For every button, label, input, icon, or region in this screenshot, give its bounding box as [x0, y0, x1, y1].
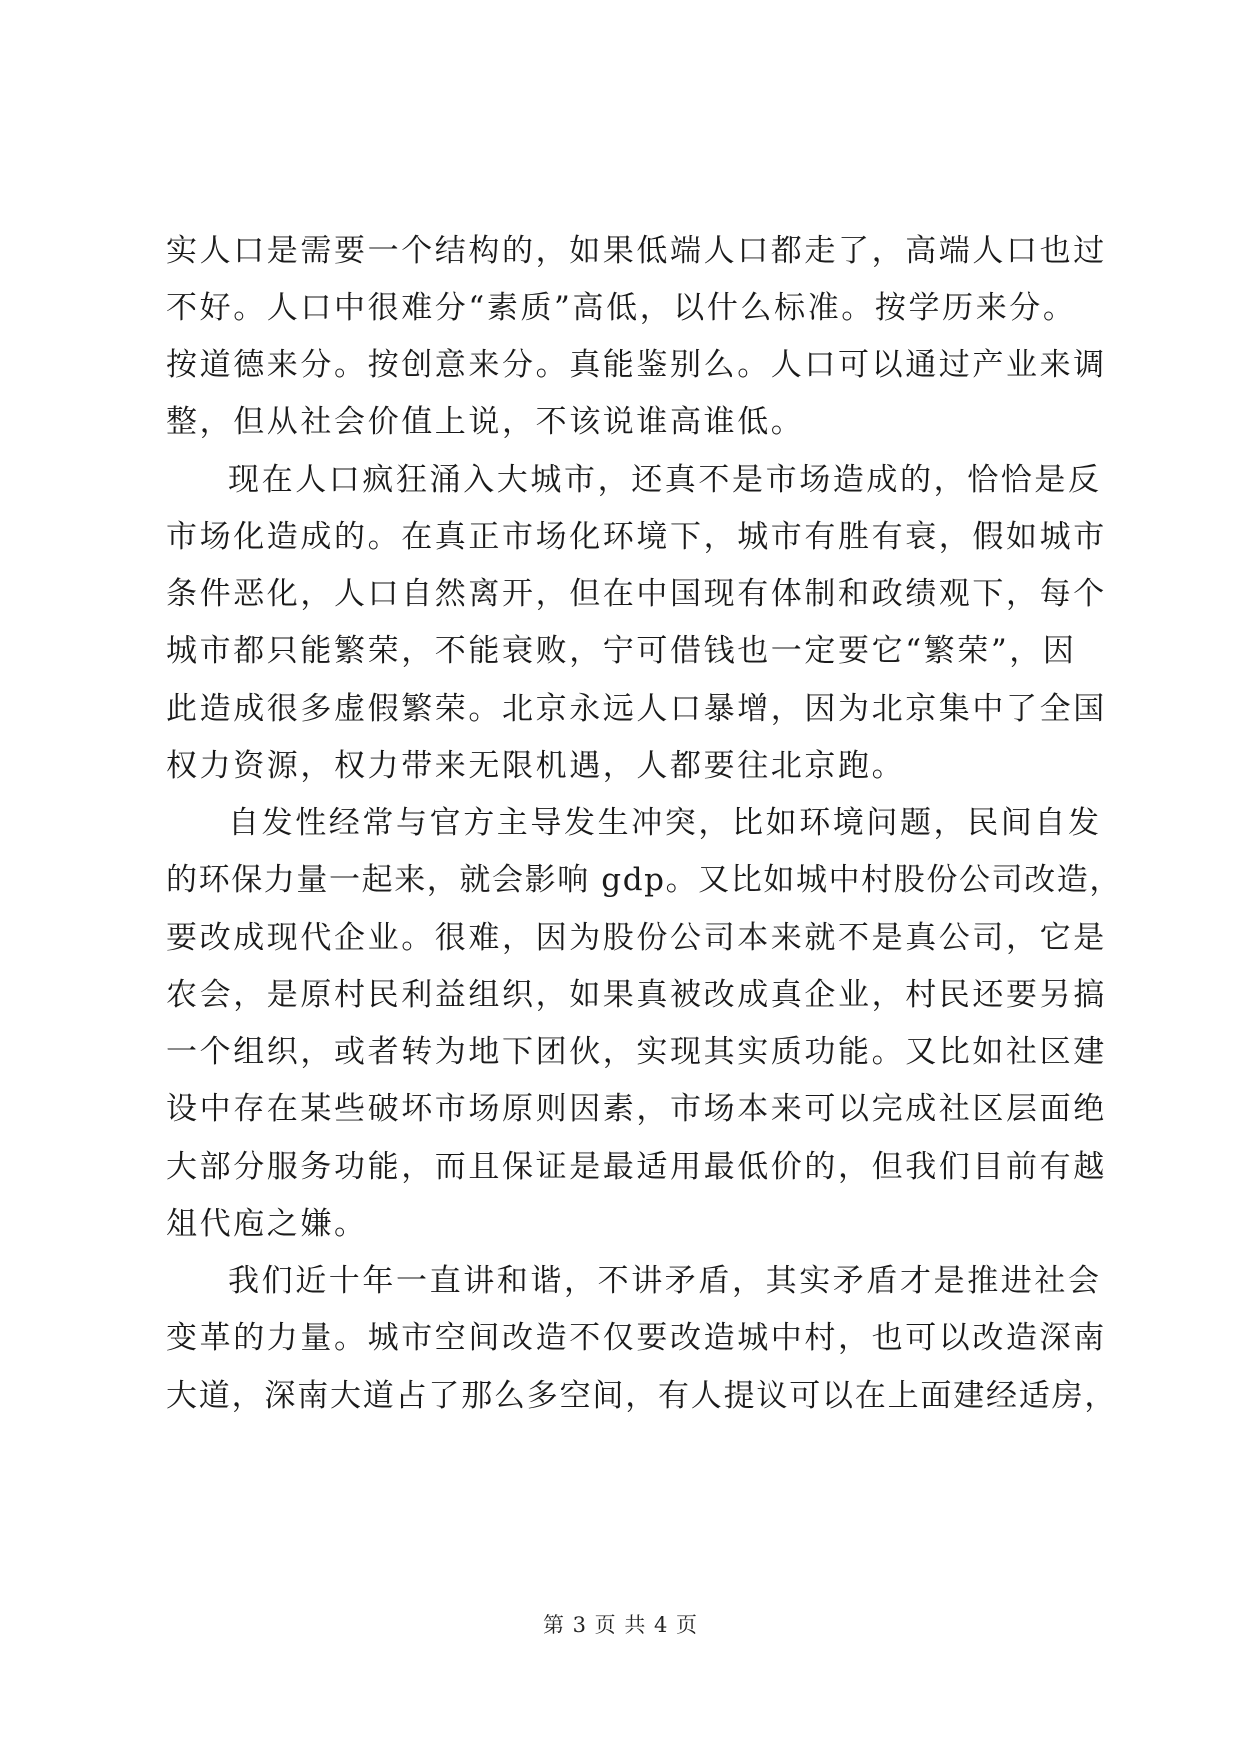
text-line: 整，但从社会价值上说，不该说谁高谁低。: [166, 404, 805, 440]
text-line: 设中存在某些破坏市场原则因素，市场本来可以完成社区层面绝: [166, 1091, 1107, 1127]
text-line: 按道德来分。按创意来分。真能鉴别么。人口可以通过产业来调: [166, 347, 1107, 383]
text-line: 农会，是原村民利益组织，如果真被改成真企业，村民还要另搞: [166, 977, 1107, 1013]
text-line: 大道，深南大道占了那么多空间，有人提议可以在上面建经适房，: [166, 1378, 1118, 1414]
text-line: 我们近十年一直讲和谐，不讲矛盾，其实矛盾才是推进社会: [228, 1263, 1102, 1299]
text-line: 不好。人口中很难分“素质”高低，以什么标准。按学历来分。: [166, 290, 1077, 326]
text-line: 现在人口疯狂涌入大城市，还真不是市场造成的，恰恰是反: [228, 462, 1102, 498]
text-line: 城市都只能繁荣，不能衰败，宁可借钱也一定要它“繁荣”，因: [166, 633, 1077, 669]
text-line: 大部分服务功能，而且保证是最适用最低价的，但我们目前有越: [166, 1149, 1107, 1185]
text-line: 条件恶化，人口自然离开，但在中国现有体制和政绩观下，每个: [166, 576, 1107, 612]
text-line: 权力资源，权力带来无限机遇，人都要往北京跑。: [166, 748, 906, 784]
text-line: 变革的力量。城市空间改造不仅要改造城中村，也可以改造深南: [166, 1320, 1107, 1356]
text-line: 俎代庖之嫌。: [166, 1206, 368, 1242]
page-number-footer: 第 3 页 共 4 页: [542, 1613, 699, 1637]
text-line: 实人口是需要一个结构的，如果低端人口都走了，高端人口也过: [166, 233, 1107, 269]
text-line: 要改成现代企业。很难，因为股份公司本来就不是真公司，它是: [166, 920, 1107, 956]
text-line: 此造成很多虚假繁荣。北京永远人口暴增，因为北京集中了全国: [166, 691, 1107, 727]
text-line: 自发性经常与官方主导发生冲突，比如环境问题，民间自发: [228, 805, 1102, 841]
text-line: 的环保力量一起来，就会影响 gdp。又比如城中村股份公司改造，: [166, 862, 1122, 898]
text-line: 市场化造成的。在真正市场化环境下，城市有胜有衰，假如城市: [166, 519, 1107, 555]
text-line: 一个组织，或者转为地下团伙，实现其实质功能。又比如社区建: [166, 1034, 1107, 1070]
